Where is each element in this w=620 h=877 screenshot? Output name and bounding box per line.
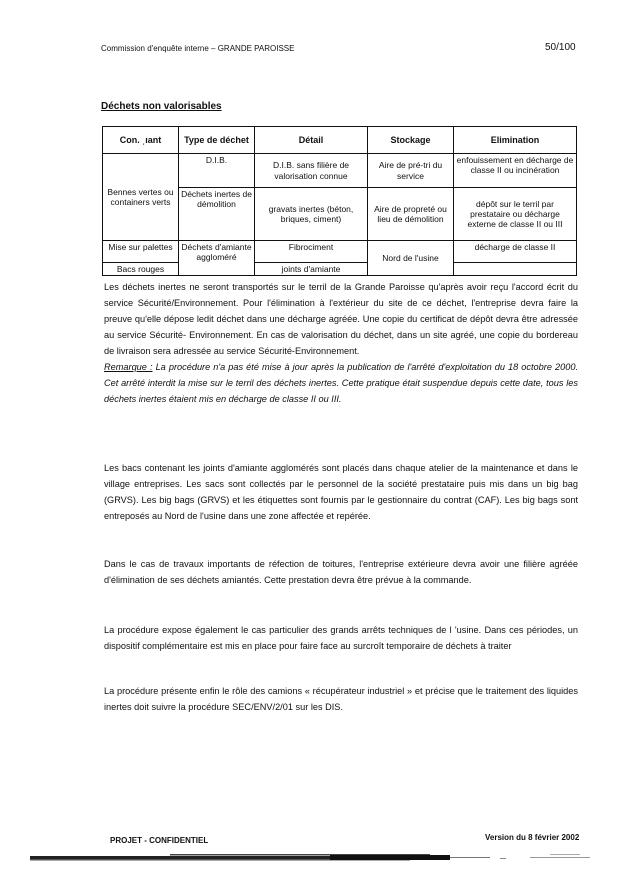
col-header-elimination: Elimination: [454, 127, 577, 154]
table-header-row: [103, 127, 577, 154]
col-header-detail: Détail: [255, 127, 368, 154]
cell-container-bacs: Bacs rouges: [103, 263, 179, 276]
table-row: [103, 241, 577, 263]
cell-elim-empty: [454, 263, 577, 276]
remark-text: La procédure n'a pas été mise à jour après la publication de l'arrêté d'exploitation du 18 octobre 2000. Cet arrêté interdit la mise sur le terril des déchets inertes. Cette pratique était suspendue depuis cette date, tous les déchets inertes étaient mis en décharge de classe II ou III.: [104, 362, 578, 404]
header-title: Commission d'enquête interne – GRANDE PAROISSE: [101, 44, 295, 53]
scan-noise-band: [30, 852, 618, 864]
cell-detail-joints: joints d'amiante: [255, 263, 368, 276]
paragraph-shutdowns: La procédure expose également le cas particulier des grands arrêts techniques de l 'usine. Dans ces périodes, un dispositif complémentaire est mis en place pour faire face au surcroît temporaire de déchets à traiter: [104, 625, 578, 651]
footer-version: Version du 8 février 2002: [485, 833, 580, 842]
section-title: Déchets non valorisables: [101, 101, 222, 112]
remark: [104, 362, 578, 404]
cell-storage-inertes: Aire de propreté ou lieu de démolition: [368, 188, 454, 241]
cell-elim-inertes: dépôt sur le terril par prestataire ou décharge externe de classe II ou III: [454, 188, 577, 241]
paragraph-trucks: La procédure présente enfin le rôle des camions « récupérateur industriel » et précise que le traitement des liquides inertes doit suivre la procédure SEC/ENV/2/01 sur les DIS.: [104, 686, 578, 712]
table-row: [103, 263, 577, 276]
cell-storage-dib: Aire de pré-tri du service: [368, 154, 454, 188]
cell-storage-amiante: Nord de l'usine: [368, 241, 454, 276]
paragraph-asbestos-bins: Les bacs contenant les joints d'amiante agglomérés sont placés dans chaque atelier de la maintenance et dans le village entreprises. Les sacs sont collectés par le personnel de la société prestataire puis mis dans un big bag (GRVS). Les big bags (GRVS) et les étiquettes sont fournis par le gestionnaire du contrat (CAF). Les big bags sont entreposés au Nord de l'usine dans une zone affectée et repérée.: [104, 463, 578, 521]
cell-container-bennes: Bennes vertes ou containers verts: [103, 154, 179, 241]
paragraph-roofing: Dans le cas de travaux importants de réfection de toitures, l'entreprise extérieure devra avoir une filière agréée d'élimination de ses déchets amiantés. Cette prestation devra être prévue à la commande.: [104, 559, 578, 585]
cell-elim-amiante: décharge de classe II: [454, 241, 577, 263]
remark-label: Remarque :: [104, 362, 153, 372]
cell-container-palettes: Mise sur palettes: [103, 241, 179, 263]
page-number: 50/100: [545, 42, 576, 53]
col-header-type: Type de déchet: [179, 127, 255, 154]
cell-detail-inertes: gravats inertes (béton, briques, ciment): [255, 188, 368, 241]
cell-type-dib: D.I.B.: [179, 154, 255, 188]
cell-detail-fibro: Fibrociment: [255, 241, 368, 263]
cell-detail-dib: D.I.B. sans filière de valorisation connue: [255, 154, 368, 188]
col-header-container: Con. ˌıant: [103, 127, 179, 154]
cell-type-amiante: Déchets d'amiante aggloméré: [179, 241, 255, 276]
col-header-storage: Stockage: [368, 127, 454, 154]
table-row: [103, 154, 577, 188]
cell-elim-dib: enfouissement en décharge de classe II ou incinération: [454, 154, 577, 188]
footer-confidential: PROJET - CONFIDENTIEL: [110, 836, 209, 845]
waste-table: [102, 126, 577, 276]
paragraph-inert-waste: [104, 279, 578, 407]
cell-type-inertes: Déchets inertes de démolition: [179, 188, 255, 241]
paragraph-text: Les déchets inertes ne seront transportés sur le terril de la Grande Paroisse qu'après avoir reçu l'accord écrit du service Sécurité/Environnement. Pour l'élimination à l'extérieur du site de ce déchet, l'entreprise devra faire la preuve qu'elle dépose ledit déchet dans une décharge agréée. Une copie du certificat de dépôt devra être adressée au service Sécurité- Environnement. En cas de valorisation du déchet, dans un site agréé, une copie du bordereau de livraison sera adressée au service Sécurité-Environnement.: [104, 282, 578, 356]
